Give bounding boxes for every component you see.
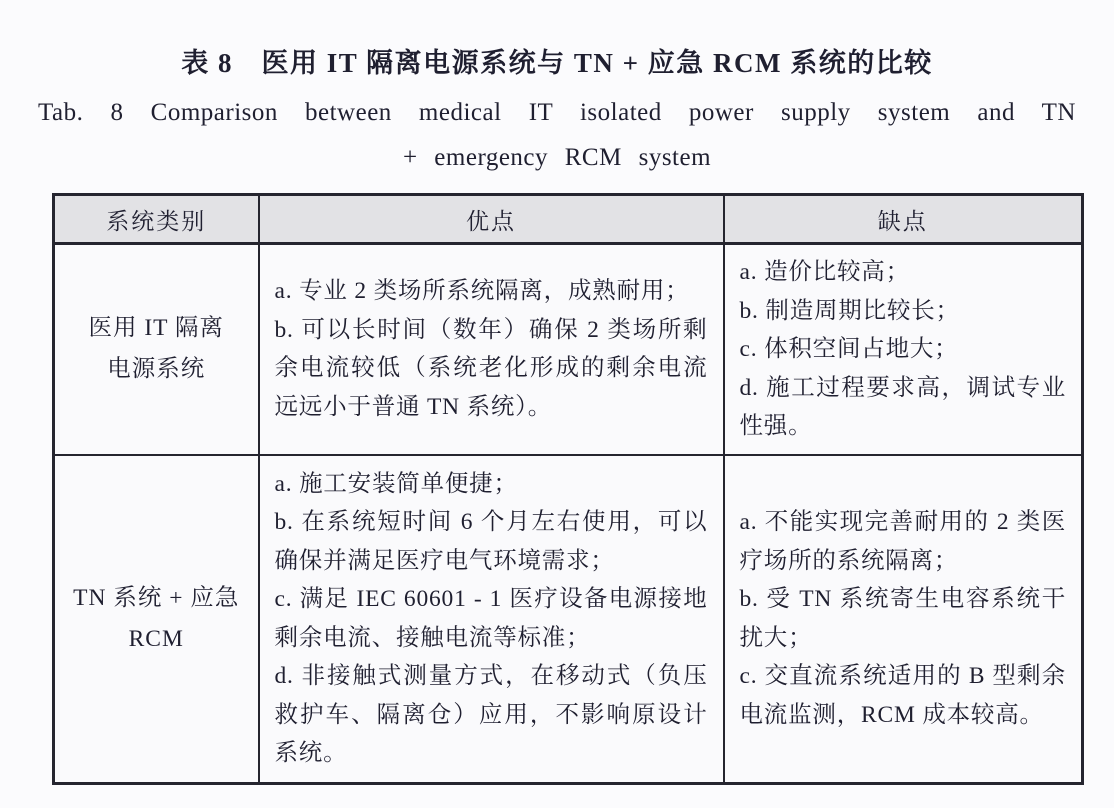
table-caption-en-line2: + emergency RCM system [402, 144, 712, 171]
disadvantages-cell-medical-it [724, 244, 1083, 455]
document-page [0, 44, 1114, 808]
list-item: b. 在系统短时间 6 个月左右使用，可以确保并满足医疗电气环境需求； [274, 509, 708, 574]
system-name-tn-rcm [54, 455, 259, 784]
system-name-line1: 医用 IT 隔离 [88, 315, 224, 342]
list-item: b. 制造周期比较长； [739, 297, 960, 324]
system-name-medical-it [54, 244, 259, 455]
table-caption-en-line1: Tab. 8 Comparison between medical IT isolated power supply system and TN [38, 99, 1076, 126]
list-item: a. 造价比较高； [739, 259, 910, 285]
system-name-line2: RCM [128, 625, 184, 652]
comparison-table [52, 193, 1084, 785]
system-name-line2: 电源系统 [107, 356, 206, 383]
list-item: c. 满足 IEC 60601 - 1 医疗设备电源接地剩余电流、接触电流等标准； [274, 586, 708, 651]
list-item: a. 不能实现完善耐用的 2 类医疗场所的系统隔离； [739, 509, 1066, 574]
list-item: a. 施工安装简单便捷； [274, 470, 518, 497]
header-advantages: 优点 [259, 195, 724, 244]
list-item: c. 体积空间占地大； [739, 336, 959, 362]
header-disadvantages: 缺点 [724, 195, 1083, 244]
advantages-cell-tn-rcm [259, 455, 724, 784]
header-row [54, 195, 1083, 244]
header-system-category: 系统类别 [54, 195, 259, 244]
list-item: d. 非接触式测量方式，在移动式（负压救护车、隔离仓）应用，不影响原设计系统。 [274, 663, 708, 767]
disadvantages-cell-tn-rcm [724, 455, 1083, 784]
advantages-cell-medical-it [259, 244, 724, 455]
list-item: b. 受 TN 系统寄生电容系统干扰大； [739, 586, 1066, 651]
table-caption-en [38, 90, 1076, 180]
list-item: a. 专业 2 类场所系统隔离，成熟耐用； [274, 278, 690, 305]
table-row-tn-rcm [54, 455, 1083, 784]
system-name-line1: TN 系统 + 应急 [73, 584, 240, 611]
list-item: c. 交直流系统适用的 B 型剩余电流监测，RCM 成本较高。 [739, 663, 1066, 728]
list-item: d. 施工过程要求高，调试专业性强。 [739, 374, 1066, 439]
list-item: b. 可以长时间（数年）确保 2 类场所剩余电流较低（系统老化形成的剩余电流远远小于普通 TN 系统）。 [274, 316, 708, 420]
table-row-medical-it [54, 244, 1083, 455]
table-caption-zh: 表 8 医用 IT 隔离电源系统与 TN + 应急 RCM 系统的比较 [181, 48, 933, 78]
